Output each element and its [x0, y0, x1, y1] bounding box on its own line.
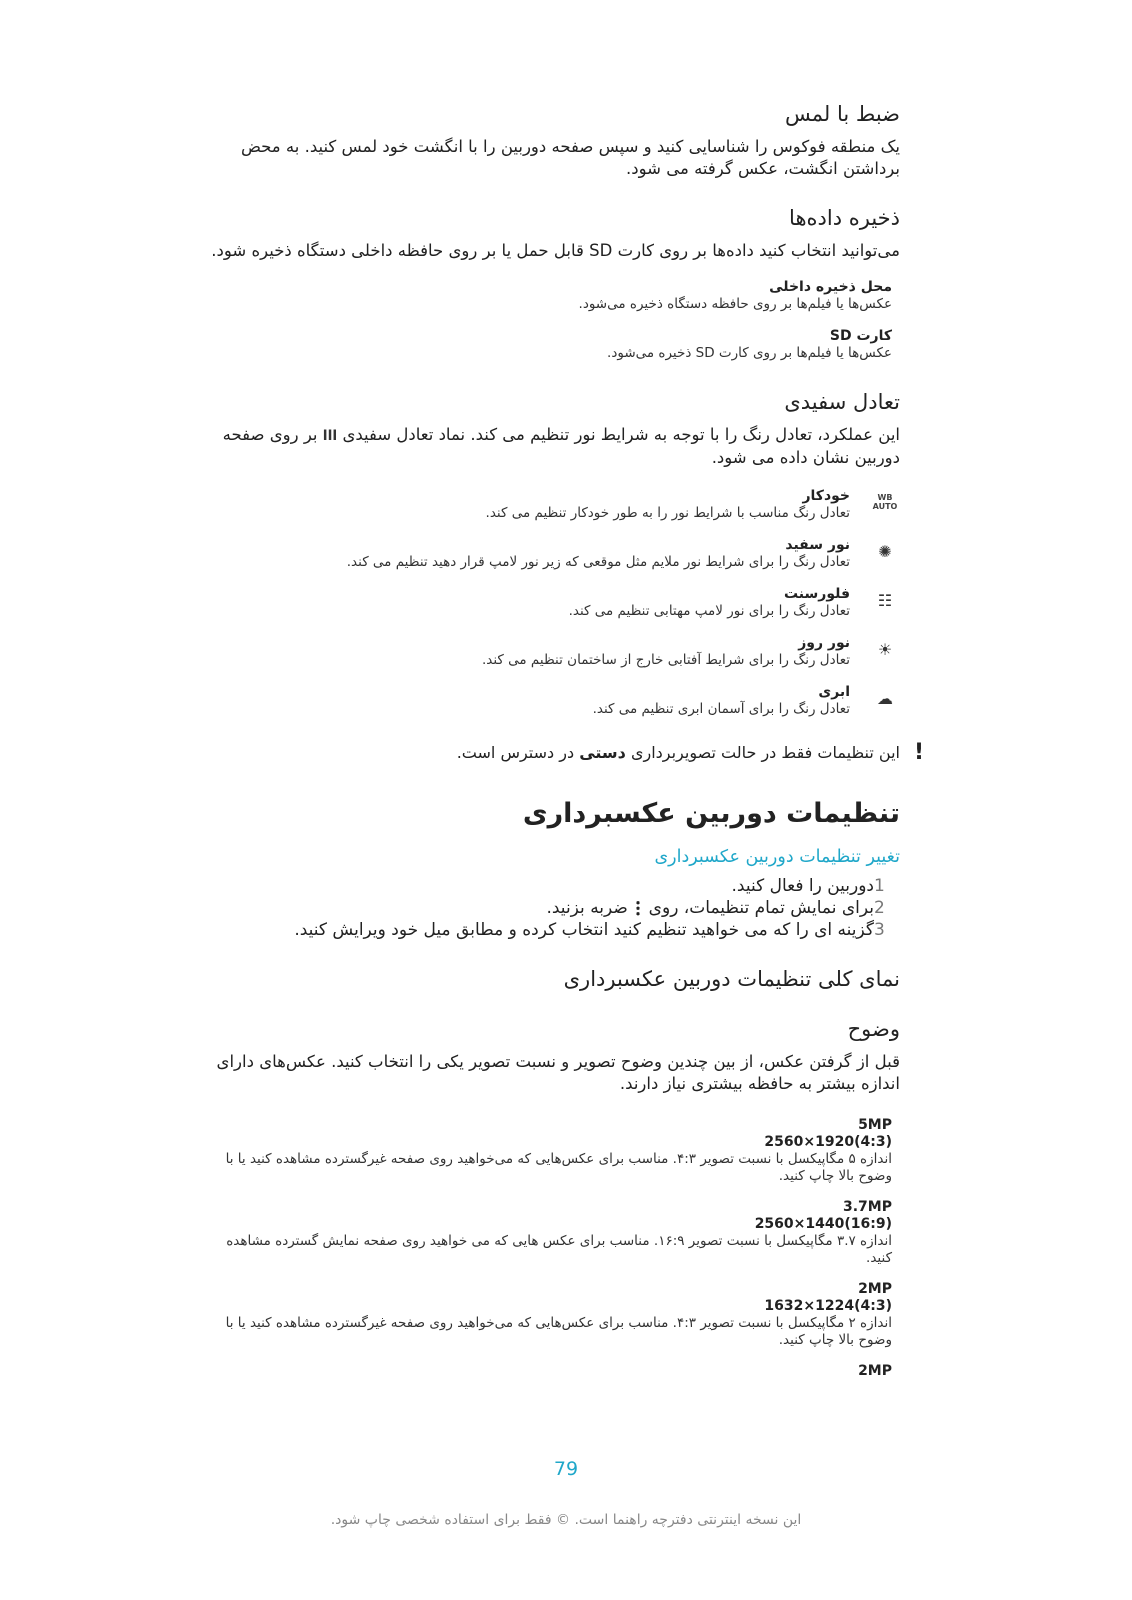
resolution-mp: 5MP: [858, 1117, 892, 1133]
resolution-option: [200, 1281, 892, 1349]
storage-option-term: محل ذخیره داخلی: [769, 279, 892, 295]
resolution-mp: 2MP: [858, 1281, 892, 1297]
wb-option-term: نور سفید: [785, 537, 850, 553]
note-text-bold: دستی: [579, 743, 626, 762]
touch-capture-body: یک منطقه فوکوس را شناسایی کنید و سپس صفحه دوربین را با انگشت خود لمس کنید. به محض برداشتن انگشت، عکس گرفته می شود.: [240, 137, 900, 178]
more-options-icon: [636, 900, 640, 916]
resolution-desc: اندازه ۳.۷ مگاپیکسل با نسبت تصویر ۱۶:۹. مناسب برای عکس هایی که می خواهید روی صفحه نمایش گسترده مشاهده کنید.: [226, 1233, 892, 1266]
storage-option-sd: [200, 327, 892, 362]
white-balance-body-after: بر روی صفحه دوربین نشان داده می شود.: [222, 425, 900, 467]
resolution-dims: (4:3)1920×2560: [764, 1134, 892, 1150]
footer-text: این نسخه اینترنتی دفترچه راهنما است. © فقط برای استفاده شخصی چاپ شود.: [330, 1512, 802, 1528]
resolution-title: وضوح: [847, 1017, 900, 1041]
wb-option-daylight: [200, 634, 900, 669]
resolution-desc: اندازه ۵ مگاپیکسل با نسبت تصویر ۴:۳. مناسب برای عکس‌هایی که می‌خواهید روی صفحه غیرگسترده مشاهده کنید یا با وضوح بالا چاپ کنید.: [225, 1151, 892, 1184]
wb-option-term: خودکار: [802, 488, 850, 504]
page-number: 79: [553, 1458, 579, 1480]
wb-option-desc: تعادل رنگ مناسب با شرایط نور را به طور خودکار تنظیم می کند.: [485, 505, 850, 521]
resolution-body: قبل از گرفتن عکس، از بین چندین وضوح تصویر و نسبت تصویر یکی را انتخاب کنید. عکس‌های دارای اندازه بیشتر به حافظه بیشتری نیاز دارند.: [216, 1052, 900, 1093]
manual-page: [200, 100, 925, 1380]
note-text: [457, 743, 900, 762]
change-settings-subtitle: تغییر تنظیمات دوربین عکسبرداری: [654, 847, 900, 867]
step-number: 1: [874, 876, 885, 896]
section-data-storage: [200, 204, 900, 362]
resolution-option: [200, 1199, 892, 1267]
resolution-dims: (16:9)1440×2560: [754, 1216, 892, 1232]
note-text-after: در دسترس است.: [456, 743, 575, 762]
step-text-before: برای نمایش تمام تنظیمات، روی: [648, 898, 874, 918]
section-resolution: [200, 1015, 900, 1380]
wb-option-desc: تعادل رنگ را برای آسمان ابری تنظیم می کند.: [592, 701, 850, 717]
wb-option-desc: تعادل رنگ را برای شرایط نور ملایم مثل موقعی که زیر نور لامپ قرار دهید تنظیم می کند.: [346, 554, 850, 570]
white-balance-title: تعادل سفیدی: [784, 390, 900, 414]
white-balance-symbol-icon: ااا: [322, 428, 338, 444]
wb-option-desc: تعادل رنگ را برای نور لامپ مهتابی تنظیم می کند.: [568, 603, 850, 619]
data-storage-body: می‌توانید انتخاب کنید داده‌ها بر روی کارت SD قابل حمل یا بر روی حافظه داخلی دستگاه ذخیره شود.: [211, 241, 900, 260]
fluorescent-icon: ☷: [877, 590, 893, 610]
resolution-option: [200, 1363, 892, 1380]
storage-option-internal: [200, 278, 892, 313]
wb-option-desc: تعادل رنگ را برای شرایط آفتابی خارج از ساختمان تنظیم می کند.: [481, 652, 850, 668]
note-text-before: این تنظیمات فقط در حالت تصویربرداری: [630, 743, 900, 762]
white-balance-options: [200, 487, 900, 718]
resolution-desc: اندازه ۲ مگاپیکسل با نسبت تصویر ۴:۳. مناسب برای عکس‌هایی که می‌خواهید روی صفحه غیرگسترده مشاهده کنید یا با وضوح بالا چاپ کنید.: [225, 1315, 892, 1348]
section-camera-settings: [200, 797, 900, 993]
section-white-balance: [200, 388, 900, 718]
wb-option-auto: [200, 487, 900, 522]
settings-overview-title: نمای کلی تنظیمات دوربین عکسبرداری: [563, 967, 900, 991]
step-text: [200, 897, 874, 919]
step-number: 2: [874, 898, 885, 918]
step-text-after: ضربه بزنید.: [546, 898, 628, 918]
steps-list: [200, 875, 900, 941]
cloudy-icon: ☁: [877, 688, 893, 708]
step-number: 3: [874, 920, 885, 940]
wb-option-term: فلورسنت: [783, 586, 850, 602]
manual-mode-note: [200, 740, 930, 765]
wb-option-cloudy: [200, 683, 900, 718]
white-balance-body: [200, 424, 900, 469]
wb-option-fluorescent: [200, 585, 900, 620]
storage-option-term: کارت SD: [829, 328, 892, 344]
resolution-dims: (4:3)1224×1632: [764, 1298, 892, 1314]
daylight-icon: ☀: [877, 639, 893, 659]
step-text: گزینه ای را که می خواهید تنظیم کنید انتخاب کرده و مطابق میل خود ویرایش کنید.: [294, 920, 874, 940]
wb-option-term: نور روز: [798, 635, 850, 651]
resolution-mp: 3.7MP: [843, 1199, 892, 1215]
storage-option-desc: عکس‌ها یا فیلم‌ها بر روی کارت SD ذخیره می‌شود.: [607, 345, 892, 361]
step-item: [200, 897, 900, 919]
wb-auto-icon: WB AUTO: [872, 493, 898, 511]
resolution-mp: 2MP: [858, 1363, 892, 1379]
storage-option-desc: عکس‌ها یا فیلم‌ها بر روی حافظه دستگاه ذخیره می‌شود.: [578, 296, 892, 312]
white-balance-body-before: این عملکرد، تعادل رنگ را با توجه به شرایط نور تنظیم می کند. نماد تعادل سفیدی: [342, 425, 900, 444]
step-item: [200, 875, 900, 897]
section-touch-capture: [200, 100, 900, 204]
exclamation-icon: !: [913, 740, 925, 765]
wb-option-incandescent: [200, 536, 900, 571]
incandescent-icon: ✺: [878, 541, 892, 561]
camera-settings-title: تنظیمات دوربین عکسبرداری: [522, 798, 900, 829]
data-storage-title: ذخیره داده‌ها: [789, 206, 900, 230]
step-text: دوربین را فعال کنید.: [731, 876, 874, 896]
wb-option-term: ابری: [818, 684, 850, 700]
step-item: [200, 919, 900, 941]
touch-capture-title: ضبط با لمس: [784, 102, 900, 126]
resolution-option: [200, 1117, 892, 1185]
